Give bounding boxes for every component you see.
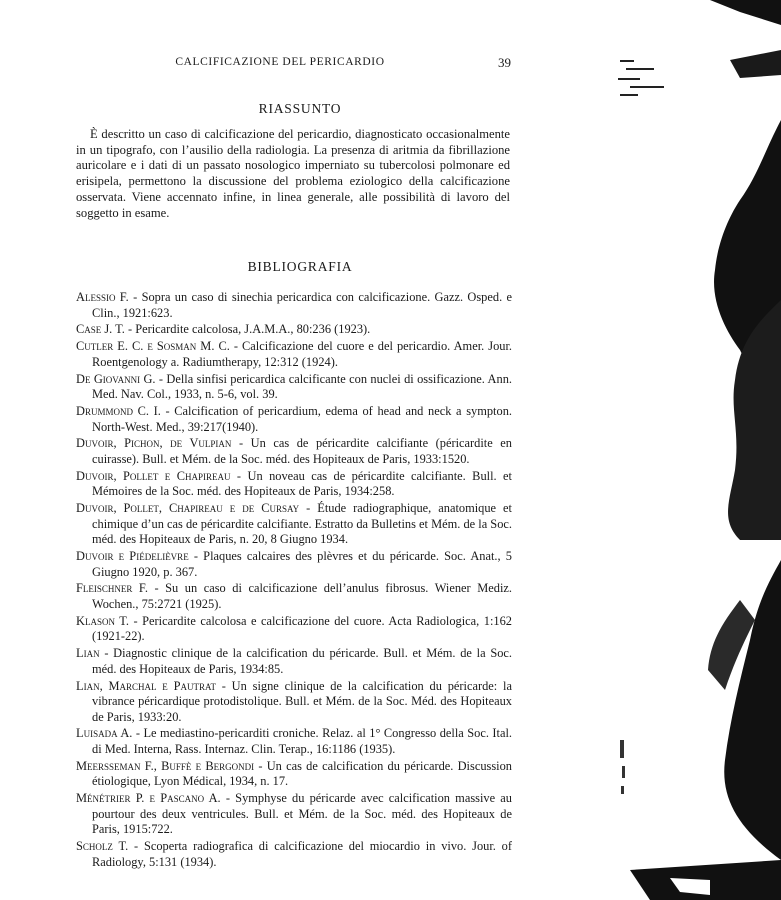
- entry-text: - Della sinfisi pericardica calcificante con nuclei di ossificazione. Ann. Med. Nav. Col., 1933, n. 5-6, vol. 39.: [92, 371, 512, 402]
- entry-authors: Duvoir, Pollet e Chapireau: [76, 468, 231, 483]
- bibliography-entry: [76, 549, 512, 580]
- entry-authors: Fleischner F.: [76, 581, 148, 596]
- entry-authors: Case J. T.: [76, 322, 125, 337]
- bibliography-entry: [76, 469, 512, 500]
- entry-authors: Alessio F.: [76, 290, 129, 304]
- entry-text: - Pericardite calcolosa e calcificazione del cuore. Acta Radiologica, 1:162 (1921-22).: [92, 613, 513, 644]
- entry-authors: Scholz T.: [76, 839, 129, 854]
- entry-authors: Lian, Marchal e Pautrat: [76, 678, 216, 693]
- entry-authors: Duvoir e Piédelièvre: [76, 549, 189, 563]
- entry-text: - Diagnostic clinique de la calcification du péricarde. Bull. et Mém. de la Soc. méd. des Hopiteaux de Paris, 1934:85.: [92, 646, 512, 676]
- entry-authors: Meersseman F., Buffè e Bergondi: [76, 758, 255, 773]
- bibliography-entry: [76, 679, 512, 726]
- entry-authors: Ménétrier P. e Pascano A.: [76, 791, 221, 806]
- bibliography-entry: [76, 646, 512, 677]
- bibliography-heading: BIBLIOGRAFIA: [247, 259, 353, 274]
- entry-text: - Calcificazione del cuore e del pericardio. Amer. Jour. Roentgenology a. Radiumtherapy, 12:312 (1924).: [92, 339, 513, 369]
- entry-text: - Un noveau cas de péricardite calcifiante. Bull. et Mémoires de la Soc. méd. des Hopiteaux de Paris, 1934:258.: [92, 468, 512, 499]
- bibliography-entry: [76, 501, 512, 548]
- entry-text: - Pericardite calcolosa, J.A.M.A., 80:236 (1923).: [124, 322, 371, 337]
- entry-text: - Plaques calcaires des plèvres et du péricarde. Soc. Anat., 5 Giugno 1920, p. 367.: [92, 549, 512, 579]
- entry-text: - Un cas de calcification du péricarde. Discussion étiologique, Lyon Médical, 1934, n. 17.: [92, 758, 512, 789]
- bibliography-entry: [76, 404, 512, 435]
- entry-text: - Étude radiographique, anatomique et chimique d’un cas de péricardite calcifiante. Estratto da Bulletins et Mém. de la Soc. méd. des Hopiteaux de Paris, n. 20, 8 Giugno 1934.: [92, 501, 512, 547]
- entry-text: - Calcification of pericardium, edema of head and neck a sympton. North-West. Med., 39:217(1940).: [92, 403, 512, 434]
- entry-text: - Su un caso di calcificazione dell’anulus fibrosus. Wiener Mediz. Wochen., 75:2721 (1925).: [92, 581, 512, 611]
- entry-authors: Duvoir, Pichon, de Vulpian: [76, 436, 232, 451]
- scan-edge-artifact: [590, 0, 781, 900]
- entry-text: - Symphyse du péricarde avec calcification massive au pourtour des deux ventricules. Bull. et Mém. de la Soc. méd. des Hopiteaux de Paris, 1915:722.: [92, 791, 512, 837]
- entry-authors: Cutler E. C. e Sosman M. C.: [76, 339, 230, 354]
- bibliography-list: [76, 290, 512, 872]
- entry-text: - Un cas de péricardite calcifiante (péricardite en cuirasse). Bull. et Mém. de la Soc. méd. des Hopiteaux de Paris, 1933:1520.: [92, 436, 512, 466]
- summary-paragraph: È descritto un caso di calcificazione del pericardio, diagnosticato occasionalmente in un tipografo, con l’ausilio della radiologia. La presenza di aritmia da fibrillazione auricolare e i dati di un passato nosologico imperniato su tubercolosi polmonare ed erisipela, permettono la discussione del problema eziologico della calcificazione osservata. Viene accennato infine, in linea generale, alle possibilità di lavoro del soggetto in esame.: [76, 127, 510, 220]
- bibliography-entry: [76, 581, 512, 612]
- entry-authors: Klason T.: [76, 613, 129, 628]
- entry-authors: Duvoir, Pollet, Chapireau e de Cursay: [76, 501, 300, 516]
- entry-text: - Un signe clinique de la calcification du péricarde: la vibrance péricardique protodistolique. Bull. et Mém. de la Soc. Méd. des Hopiteaux de Paris, 1933:20.: [92, 678, 512, 724]
- bibliography-entry: [76, 322, 512, 338]
- bibliography-entry: [76, 436, 512, 467]
- bibliography-entry: [76, 791, 512, 838]
- entry-text: - Sopra un caso di sinechia pericardica con calcificazione. Gazz. Osped. e Clin., 1921:623.: [92, 290, 512, 320]
- bibliography-entry: [76, 372, 512, 403]
- summary-heading: RIASSUNTO: [258, 101, 342, 116]
- bibliography-entry: [76, 614, 512, 645]
- running-head: CALCIFICAZIONE DEL PERICARDIO: [175, 56, 385, 68]
- entry-authors: Lian: [76, 646, 100, 661]
- bibliography-entry: [76, 839, 512, 870]
- entry-authors: Luisada A.: [76, 726, 133, 741]
- entry-text: - Le mediastino-pericarditi croniche. Relaz. al 1° Congresso della Soc. Ital. di Med. Interna, Rass. Internaz. Clin. Terap., 16:1186 (1935).: [92, 726, 513, 757]
- bibliography-entry: [76, 290, 512, 321]
- page-number: 39: [498, 55, 511, 70]
- bibliography-entry: [76, 726, 512, 757]
- bibliography-entry: [76, 759, 512, 790]
- entry-authors: Drummond C. I.: [76, 403, 161, 418]
- entry-authors: De Giovanni G.: [76, 371, 156, 386]
- entry-text: - Scoperta radiografica di calcificazione del miocardio in vivo. Jour. of Radiology, 5:131 (1934).: [92, 839, 512, 869]
- bibliography-entry: [76, 339, 512, 370]
